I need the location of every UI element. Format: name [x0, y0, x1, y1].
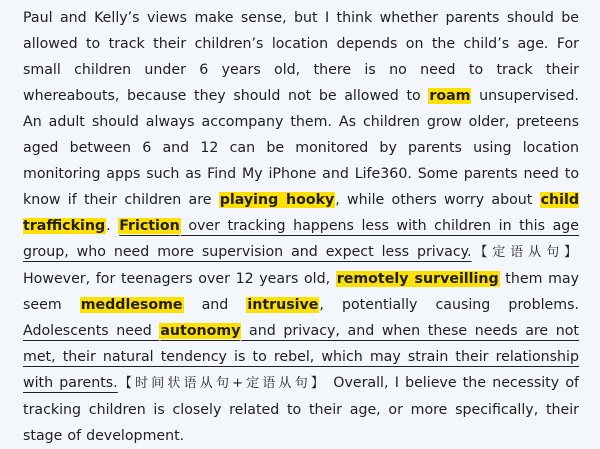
text-segment: , potentially causing problems. [319, 297, 579, 313]
grammar-note-1: 【定语从句】 [471, 245, 579, 260]
highlight-autonomy: autonomy [160, 323, 241, 339]
text-segment: , while others worry about [335, 192, 540, 208]
highlight-friction: Friction [119, 218, 180, 234]
highlight-remotely-surveilling: remotely surveilling [336, 271, 499, 287]
text-segment: and privacy, and when these needs are not met, their natural tendency is to rebel, which may strain their relationship with parents. [23, 323, 579, 391]
highlight-playing-hooky: playing hooky [219, 192, 335, 208]
text-segment: unsupervised. An adult should always accompany them. As children grow older, preteens aged between 6 and 12 can be monitored by parents using location monitoring apps such as Find My iPhone and Life360. Some parents need to know if their children are [23, 88, 579, 208]
highlight-meddlesome: meddlesome [80, 297, 183, 313]
text-segment: . [106, 218, 119, 234]
essay-paragraph [23, 5, 579, 449]
text-segment: Paul and Kelly’s views make sense, but I think whether parents should be allowed to track their children’s location depends on the child’s age. For small children under 6 years old, there is no need to track their whereabouts, because they should not be allowed to [23, 10, 579, 104]
text-segment: them may seem [23, 271, 579, 313]
text-segment: Overall, I believe the necessity of tracking children is closely related to their age, or more specifically, their stage of development. [23, 375, 579, 444]
grammar-note-2: 【时间状语从句+定语从句】 [117, 376, 328, 391]
text-segment: and [183, 297, 247, 313]
highlight-child-trafficking: child trafficking [23, 192, 579, 234]
highlight-roam: roam [429, 88, 471, 104]
text-segment: over tracking happens less with children in this age group, who need more supervision and expect less privacy. [23, 218, 579, 260]
highlight-intrusive: intrusive [247, 297, 319, 313]
text-segment: Adolescents need [23, 323, 160, 339]
text-segment: However, for teenagers over 12 years old, [23, 271, 336, 287]
